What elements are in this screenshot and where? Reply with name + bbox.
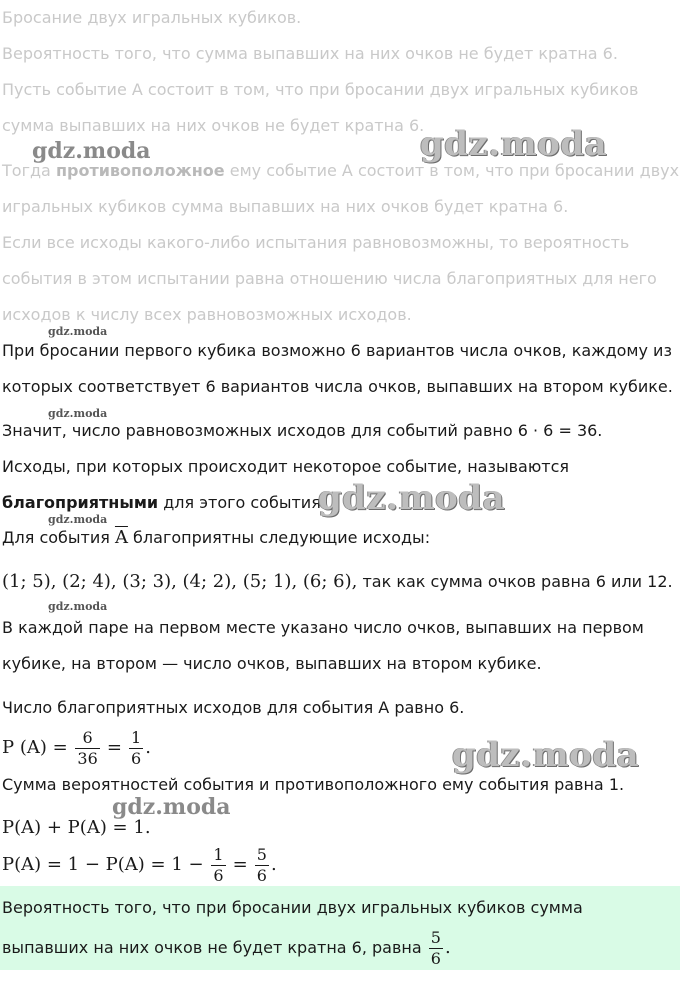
faded-line: Пусть событие A состоит в том, что при бросании двух игральных кубиков (2, 80, 639, 99)
solution-line: Число благоприятных исходов для события A равно 6. (2, 698, 465, 717)
fraction: $\frac{1}{6}$ (213, 845, 224, 885)
solution-line: Сумма вероятностей события и противоположного ему события равна 1. (2, 775, 625, 794)
solution-line: В каждой паре на первом месте указано число очков, выпавших на первом (2, 618, 644, 637)
solution-line: Для события $\overline{A}$ благоприятны следующие исходы: (2, 527, 431, 548)
watermark-logo: gdz.moda (48, 600, 108, 613)
task-title: Бросание двух игральных кубиков. (2, 8, 302, 27)
formula-probability: P (A) = $\frac{6}{36}$ = $\frac{1}{6}$ . (2, 728, 151, 768)
watermark-logo: gdz.moda (48, 513, 108, 526)
watermark-logo: gdz.moda (452, 735, 640, 775)
fraction: $\frac{5}{6}$ (430, 928, 441, 968)
fraction: $\frac{5}{6}$ (256, 845, 267, 885)
faded-line: исходов к числу всех равновозможных исходов. (2, 305, 412, 324)
solution-line: благоприятными для этого события. (2, 493, 326, 512)
watermark-logo: gdz.moda (48, 325, 108, 338)
fraction: $\frac{6}{36}$ (77, 728, 98, 768)
answer-line: Вероятность того, что при бросании двух игральных кубиков сумма (2, 898, 583, 917)
task-statement: Вероятность того, что сумма выпавших на них очков не будет кратна 6. (2, 44, 618, 63)
faded-line: события в этом испытании равна отношению числа благоприятных для него (2, 269, 657, 288)
watermark-logo: gdz.moda (48, 407, 108, 420)
faded-line: Если все исходы какого-либо испытания равновозможны, то вероятность (2, 233, 630, 252)
watermark-logo: gdz.moda (420, 124, 608, 164)
watermark-logo: gdz.moda (32, 138, 151, 164)
fraction: $\frac{1}{6}$ (131, 728, 142, 768)
solution-line: Исходы, при которых происходит некоторое событие, называются (2, 457, 570, 476)
solution-line: При бросании первого кубика возможно 6 вариантов числа очков, каждому из (2, 341, 672, 360)
faded-line: игральных кубиков сумма выпавших на них очков будет кратна 6. (2, 197, 569, 216)
formula-result: P(A) = 1 − P(A) = 1 − $\frac{1}{6}$ = $\frac{5}{6}$ . (2, 845, 277, 885)
answer-line: выпавших на них очков не будет кратна 6, равна $\frac{5}{6}$ . (2, 928, 451, 968)
formula-sum: P(A) + P(A) = 1. (2, 817, 151, 838)
solution-line: Значит, число равновозможных исходов для событий равно 6 · 6 = 36. (2, 421, 603, 440)
event-symbol: $\overline{A}$ (114, 527, 128, 548)
solution-line: кубике, на втором — число очков, выпавших на втором кубике. (2, 654, 542, 673)
faded-line: Тогда противоположное ему событие A состоит в том, что при бросании двух (2, 161, 680, 180)
solution-line: которых соответствует 6 вариантов числа очков, выпавших на втором кубике. (2, 377, 673, 396)
faded-line: сумма выпавших на них очков не будет кратна 6. (2, 116, 425, 135)
outcomes-line: (1; 5), (2; 4), (3; 3), (4; 2), (5; 1), (6; 6), так как сумма очков равна 6 или 12. (2, 571, 673, 592)
outcomes-list: (1; 5), (2; 4), (3; 3), (4; 2), (5; 1), (6; 6), (2, 571, 358, 592)
bold-term: благоприятными (2, 493, 159, 512)
watermark-logo: gdz.moda (112, 794, 231, 820)
answer-box (0, 886, 680, 970)
watermark-logo: gdz.moda (318, 478, 506, 518)
bold-term: противоположное (55, 161, 225, 180)
